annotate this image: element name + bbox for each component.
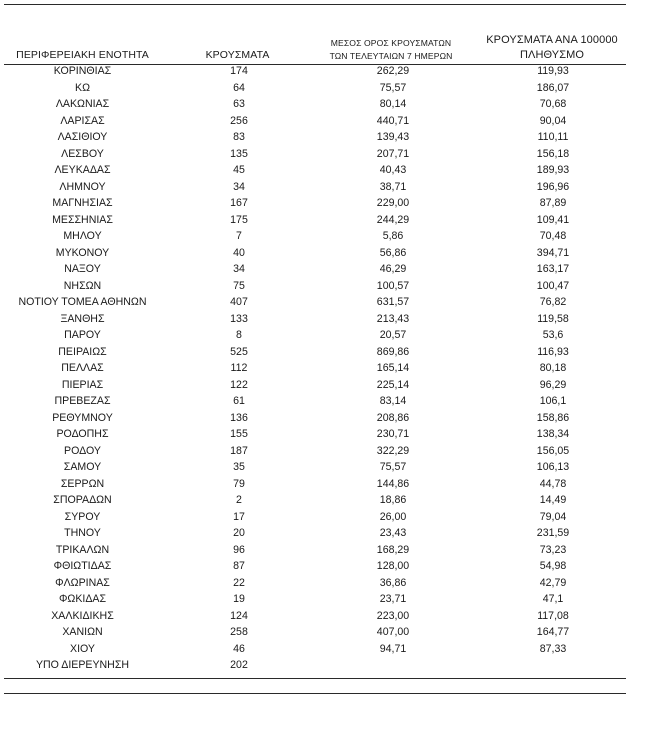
table-row bbox=[0, 624, 633, 641]
table-row bbox=[0, 80, 633, 97]
table-end-rule bbox=[4, 678, 626, 679]
table-row bbox=[0, 195, 633, 212]
cases-cell: 83 bbox=[233, 131, 245, 143]
table-row bbox=[0, 294, 633, 311]
cases-cell: 19 bbox=[233, 593, 245, 605]
avg-cell: 207,71 bbox=[376, 147, 410, 160]
per100k-cell: 44,78 bbox=[539, 477, 567, 490]
table-row bbox=[0, 492, 633, 509]
avg-cell: 75,57 bbox=[379, 81, 407, 94]
table-row bbox=[0, 212, 633, 229]
region-cell: ΠΙΕΡΙΑΣ bbox=[61, 378, 104, 391]
region-cell: ΡΟΔΟΠΗΣ bbox=[56, 428, 109, 440]
table-row bbox=[0, 129, 633, 146]
header-region: ΠΕΡΙΦΕΡΕΙΑΚΗ ΕΝΟΤΗΤΑ bbox=[16, 49, 149, 61]
header-per100k-line1: ΚΡΟΥΣΜΑΤΑ ΑΝΑ 100000 bbox=[486, 34, 618, 46]
region-cell: ΡΟΔΟΥ bbox=[64, 444, 101, 457]
table-row bbox=[0, 113, 633, 130]
avg-cell: 230,71 bbox=[376, 428, 410, 440]
per100k-cell: 119,93 bbox=[537, 65, 569, 77]
avg-cell: 168,29 bbox=[376, 543, 410, 556]
per100k-cell: 116,93 bbox=[537, 345, 569, 358]
avg-cell: 83,14 bbox=[379, 395, 407, 407]
header-cases-per-100k bbox=[472, 33, 632, 62]
avg-cell: 18,86 bbox=[379, 494, 407, 506]
avg-cell: 244,29 bbox=[376, 213, 410, 226]
table-row bbox=[0, 657, 633, 674]
avg-cell: 128,00 bbox=[376, 560, 410, 572]
cases-cell: 175 bbox=[230, 213, 248, 226]
region-cell: ΛΗΜΝΟΥ bbox=[59, 180, 106, 193]
table-body bbox=[0, 63, 633, 674]
region-cell: ΛΕΥΚΑΔΑΣ bbox=[54, 164, 111, 176]
avg-cell: 5,86 bbox=[382, 230, 404, 242]
per100k-cell: 163,17 bbox=[536, 263, 570, 275]
per100k-cell: 156,05 bbox=[536, 444, 570, 457]
per100k-cell: 87,89 bbox=[539, 197, 567, 209]
cases-cell: 112 bbox=[230, 362, 248, 374]
per100k-cell: 73,23 bbox=[539, 543, 567, 556]
table-row bbox=[0, 344, 633, 361]
region-cell: ΠΡΕΒΕΖΑΣ bbox=[54, 395, 111, 407]
per100k-cell: 119,58 bbox=[537, 312, 569, 325]
per100k-cell: 158,86 bbox=[536, 411, 570, 424]
table-row bbox=[0, 641, 633, 658]
avg-cell: 229,00 bbox=[376, 197, 410, 209]
cases-cell: 64 bbox=[233, 81, 245, 94]
region-cell: ΞΑΝΘΗΣ bbox=[60, 312, 105, 325]
avg-cell: 631,57 bbox=[376, 296, 410, 308]
table-row bbox=[0, 278, 633, 295]
avg-cell: 38,71 bbox=[379, 180, 407, 193]
cases-cell: 407 bbox=[230, 296, 248, 308]
table-row bbox=[0, 63, 633, 80]
avg-cell: 23,71 bbox=[379, 593, 407, 605]
avg-cell: 23,43 bbox=[379, 527, 407, 539]
cases-cell: 75 bbox=[233, 279, 245, 292]
per100k-cell: 70,68 bbox=[539, 98, 567, 110]
per100k-cell: 117,08 bbox=[537, 609, 569, 622]
cases-cell: 174 bbox=[230, 65, 248, 77]
header-per100k-line2: ΠΛΗΘΥΣΜΟ bbox=[519, 48, 585, 61]
cases-cell: 35 bbox=[233, 461, 245, 473]
per100k-cell: 110,11 bbox=[537, 131, 569, 143]
per100k-cell: 53,6 bbox=[542, 329, 564, 341]
region-cell: ΠΕΛΛΑΣ bbox=[61, 362, 104, 374]
cases-cell: 135 bbox=[230, 147, 248, 160]
per100k-cell: 156,18 bbox=[536, 147, 570, 160]
per100k-cell: 14,49 bbox=[539, 494, 567, 506]
per100k-cell: 109,41 bbox=[536, 213, 570, 226]
avg-cell: 165,14 bbox=[376, 362, 410, 374]
cases-cell: 87 bbox=[233, 560, 245, 572]
region-cell: ΧΑΛΚΙΔΙΚΗΣ bbox=[51, 609, 114, 622]
cases-cell: 61 bbox=[233, 395, 245, 407]
header-avg-line2: ΤΩΝ ΤΕΛΕΥΤΑΙΩΝ 7 ΗΜΕΡΩΝ bbox=[329, 50, 453, 61]
avg-cell: 75,57 bbox=[379, 461, 407, 473]
per100k-cell: 42,79 bbox=[539, 576, 567, 589]
per100k-cell: 231,59 bbox=[536, 527, 570, 539]
table-row bbox=[0, 426, 633, 443]
cases-cell: 34 bbox=[233, 180, 245, 193]
cases-cell: 45 bbox=[233, 164, 245, 176]
cases-cell: 124 bbox=[230, 609, 248, 622]
per100k-cell: 394,71 bbox=[536, 246, 570, 259]
avg-cell: 20,57 bbox=[379, 329, 407, 341]
cases-cell: 46 bbox=[233, 642, 245, 655]
cases-cell: 17 bbox=[233, 510, 245, 523]
region-cell: ΛΕΣΒΟΥ bbox=[61, 147, 104, 160]
per100k-cell: 79,04 bbox=[539, 510, 567, 523]
region-cell: ΧΑΝΙΩΝ bbox=[62, 626, 103, 638]
avg-cell: 213,43 bbox=[376, 312, 410, 325]
bottom-rule bbox=[4, 693, 626, 694]
cases-cell: 258 bbox=[230, 626, 248, 638]
header-avg-7-days bbox=[311, 37, 471, 62]
per100k-cell: 80,18 bbox=[539, 362, 567, 374]
table-row bbox=[0, 228, 633, 245]
region-cell: ΛΑΡΙΣΑΣ bbox=[60, 114, 105, 127]
cases-cell: 167 bbox=[230, 197, 248, 209]
table-row bbox=[0, 179, 633, 196]
header-avg-line1: ΜΕΣΟΣ ΟΡΟΣ ΚΡΟΥΣΜΑΤΩΝ bbox=[330, 38, 452, 48]
avg-cell: 46,29 bbox=[379, 263, 407, 275]
table-row bbox=[0, 311, 633, 328]
region-cell: ΦΛΩΡΙΝΑΣ bbox=[55, 576, 110, 589]
per100k-cell: 138,34 bbox=[536, 428, 570, 440]
per100k-cell: 100,47 bbox=[536, 279, 570, 292]
avg-cell: 80,14 bbox=[379, 98, 407, 110]
cases-cell: 20 bbox=[233, 527, 245, 539]
cases-cell: 96 bbox=[233, 543, 245, 556]
region-cell: ΜΥΚΟΝΟΥ bbox=[55, 246, 110, 259]
region-cell: ΜΑΓΝΗΣΙΑΣ bbox=[52, 197, 113, 209]
cases-cell: 34 bbox=[233, 263, 245, 275]
cases-cell: 202 bbox=[230, 659, 248, 671]
region-cell: ΝΑΞΟΥ bbox=[64, 263, 101, 275]
region-cell: ΥΠΟ ΔΙΕΡΕΥΝΗΣΗ bbox=[35, 659, 130, 671]
per100k-cell: 54,98 bbox=[539, 560, 567, 572]
region-cell: ΠΕΙΡΑΙΩΣ bbox=[58, 345, 107, 358]
cases-cell: 40 bbox=[233, 246, 245, 259]
region-cell: ΚΟΡΙΝΘΙΑΣ bbox=[53, 65, 112, 77]
cases-cell: 122 bbox=[230, 378, 248, 391]
table-row bbox=[0, 245, 633, 262]
table-row bbox=[0, 608, 633, 625]
avg-cell: 440,71 bbox=[376, 114, 410, 127]
per100k-cell: 87,33 bbox=[539, 642, 567, 655]
per100k-cell: 164,77 bbox=[536, 626, 570, 638]
avg-cell: 26,00 bbox=[379, 510, 407, 523]
table-row bbox=[0, 459, 633, 476]
region-cell: ΛΑΣΙΘΙΟΥ bbox=[57, 131, 108, 143]
avg-cell: 262,29 bbox=[376, 65, 410, 77]
per100k-cell: 96,29 bbox=[539, 378, 567, 391]
avg-cell: 407,00 bbox=[376, 626, 410, 638]
region-cell: ΦΘΙΩΤΙΔΑΣ bbox=[53, 560, 112, 572]
cases-cell: 133 bbox=[230, 312, 248, 325]
region-cell: ΧΙΟΥ bbox=[70, 642, 95, 655]
per100k-cell: 186,07 bbox=[536, 81, 570, 94]
avg-cell: 208,86 bbox=[376, 411, 410, 424]
table-row bbox=[0, 525, 633, 542]
table-row bbox=[0, 476, 633, 493]
per100k-cell: 90,04 bbox=[539, 114, 567, 127]
region-cell: ΣΠΟΡΑΔΩΝ bbox=[53, 494, 112, 506]
table-row bbox=[0, 575, 633, 592]
cases-cell: 187 bbox=[230, 444, 248, 457]
avg-cell: 322,29 bbox=[376, 444, 410, 457]
per100k-cell: 106,13 bbox=[536, 461, 570, 473]
cases-cell: 136 bbox=[230, 411, 248, 424]
table-row bbox=[0, 327, 633, 344]
avg-cell: 225,14 bbox=[376, 378, 410, 391]
avg-cell: 94,71 bbox=[379, 642, 407, 655]
table-row bbox=[0, 591, 633, 608]
table-row bbox=[0, 558, 633, 575]
table-row bbox=[0, 261, 633, 278]
region-cell: ΡΕΘΥΜΝΟΥ bbox=[52, 411, 113, 424]
cases-cell: 8 bbox=[236, 329, 242, 341]
cases-cell: 256 bbox=[230, 114, 248, 127]
avg-cell: 56,86 bbox=[379, 246, 407, 259]
region-cell: ΤΗΝΟΥ bbox=[64, 527, 101, 539]
avg-cell: 36,86 bbox=[379, 576, 407, 589]
table-row bbox=[0, 542, 633, 559]
cases-cell: 2 bbox=[236, 494, 242, 506]
cases-cell: 7 bbox=[236, 230, 242, 242]
avg-cell: 100,57 bbox=[376, 279, 410, 292]
avg-cell: 144,86 bbox=[376, 477, 410, 490]
per100k-cell: 106,1 bbox=[539, 395, 567, 407]
table-row bbox=[0, 393, 633, 410]
per100k-cell bbox=[473, 657, 633, 674]
cases-cell: 525 bbox=[230, 345, 248, 358]
avg-cell: 139,43 bbox=[376, 131, 410, 143]
avg-cell: 223,00 bbox=[376, 609, 410, 622]
table-row bbox=[0, 443, 633, 460]
per100k-cell: 196,96 bbox=[536, 180, 570, 193]
region-cell: ΝΗΣΩΝ bbox=[63, 279, 102, 292]
region-cell: ΣΕΡΡΩΝ bbox=[60, 477, 105, 490]
top-rule bbox=[4, 4, 626, 5]
cases-cell: 63 bbox=[233, 98, 245, 110]
region-cell: ΣΑΜΟΥ bbox=[63, 461, 102, 473]
per100k-cell: 76,82 bbox=[539, 296, 567, 308]
table-row bbox=[0, 377, 633, 394]
region-cell: ΤΡΙΚΑΛΩΝ bbox=[55, 543, 110, 556]
region-cell: ΦΩΚΙΔΑΣ bbox=[58, 593, 107, 605]
cases-table bbox=[0, 63, 633, 674]
table-row bbox=[0, 509, 633, 526]
table-row bbox=[0, 96, 633, 113]
header-cases: ΚΡΟΥΣΜΑΤΑ bbox=[205, 49, 270, 61]
table-row bbox=[0, 146, 633, 163]
region-cell: ΛΑΚΩΝΙΑΣ bbox=[55, 98, 110, 110]
avg-cell: 40,43 bbox=[379, 164, 407, 176]
region-cell: ΜΕΣΣΗΝΙΑΣ bbox=[52, 213, 113, 226]
cases-cell: 79 bbox=[233, 477, 245, 490]
region-cell: ΠΑΡΟΥ bbox=[64, 329, 101, 341]
region-cell: ΝΟΤΙΟΥ ΤΟΜΕΑ ΑΘΗΝΩΝ bbox=[18, 296, 147, 308]
cases-cell: 22 bbox=[233, 576, 245, 589]
per100k-cell: 70,48 bbox=[539, 230, 567, 242]
table-row bbox=[0, 162, 633, 179]
avg-cell: 869,86 bbox=[376, 345, 410, 358]
avg-cell bbox=[313, 657, 473, 674]
per100k-cell: 47,1 bbox=[542, 593, 564, 605]
table-row bbox=[0, 360, 633, 377]
region-cell: ΜΗΛΟΥ bbox=[63, 230, 102, 242]
region-cell: ΚΩ bbox=[75, 81, 90, 94]
region-cell: ΣΥΡΟΥ bbox=[64, 510, 101, 523]
table-row bbox=[0, 410, 633, 427]
per100k-cell: 189,93 bbox=[536, 164, 570, 176]
cases-cell: 155 bbox=[230, 428, 248, 440]
